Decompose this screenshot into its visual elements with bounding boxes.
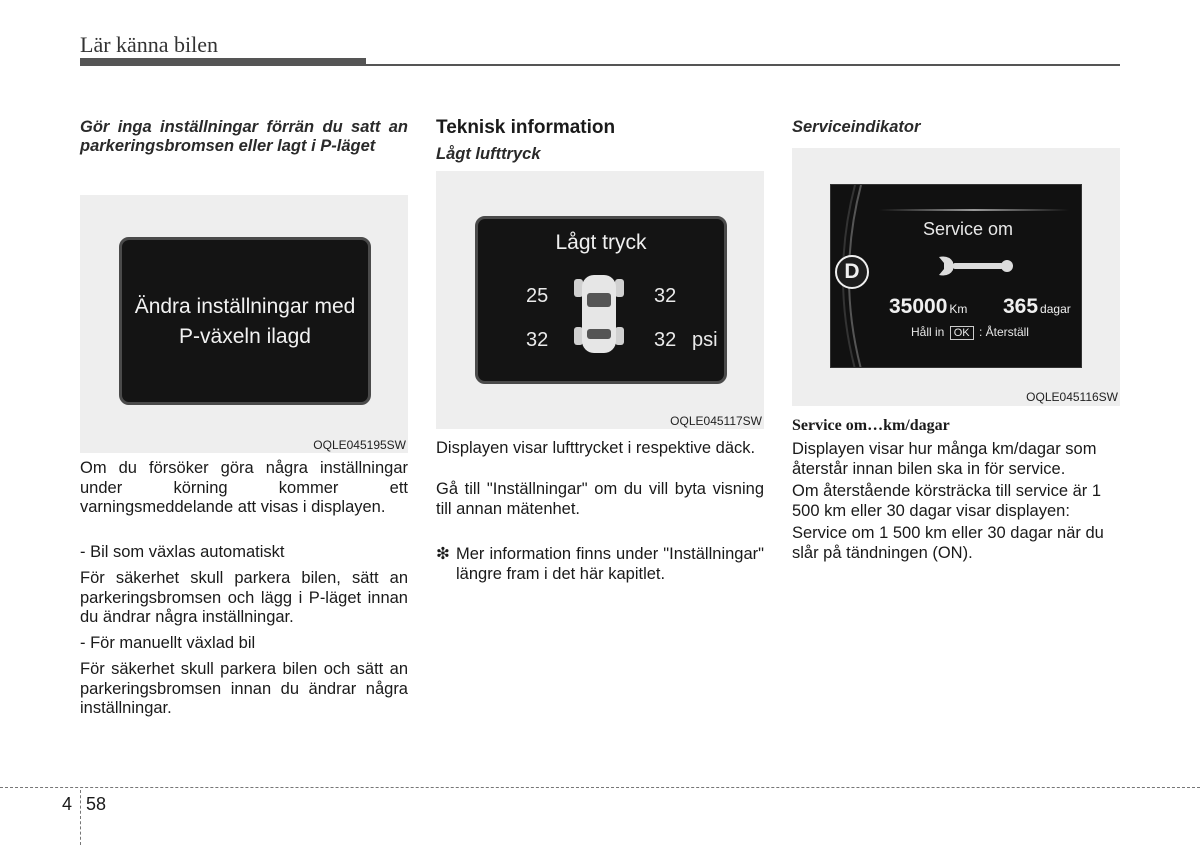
paragraph: För säkerhet skull parkera bilen och sätt an parkeringsbromsen innan du ändrar några inställningar.: [80, 660, 408, 717]
footer-rule: [0, 787, 1200, 788]
days-value: 365: [1003, 295, 1039, 318]
figure-service-indicator: [792, 148, 1120, 406]
list-item: - För manuellt växlad bil: [80, 634, 256, 652]
divider-line: [879, 209, 1069, 211]
warning-heading: Gör inga inställningar förrän du satt an parkeringsbromsen eller lagt i P-läget: [80, 118, 408, 155]
warning-line-1: Ändra inställningar med: [134, 295, 356, 318]
reset-text: : Återställ: [978, 325, 1029, 339]
list-item: - Bil som växlas automatiskt: [80, 543, 285, 561]
figure-caption: OQLE045195SW: [313, 438, 406, 452]
page-number: 58: [86, 794, 107, 814]
paragraph: För säkerhet skull parkera bilen, sätt an parkeringsbromsen och lägg i P-läget innan du ändrar några inställningar.: [80, 569, 408, 626]
note-text: Mer information finns under "Inställningar" längre fram i det här kapitlet.: [456, 545, 764, 583]
reset-hint: [911, 325, 1029, 340]
gear-indicator: D: [835, 255, 869, 289]
figure-caption: OQLE045116SW: [1026, 390, 1118, 404]
section-heading: Teknisk information: [436, 117, 616, 138]
footer-divider: [80, 790, 81, 845]
service-screen: [830, 184, 1082, 368]
km-value: 35000: [889, 295, 948, 318]
pressure-unit: psi: [692, 329, 718, 351]
warning-line-2: P-växeln ilagd: [179, 325, 311, 348]
km-readout: [889, 295, 967, 319]
paragraph: Om återstående körsträcka till service är 1 500 km eller 30 dagar visar displayen:: [792, 482, 1102, 520]
km-unit: Km: [949, 302, 968, 316]
bold-heading: Service om…km/dagar: [792, 417, 950, 434]
figure-caption: OQLE045117SW: [670, 414, 762, 428]
tire-rear-right: 32: [654, 329, 677, 351]
paragraph: Gå till "Inställningar" om du vill byta visning till annan mätenhet.: [436, 480, 764, 518]
ok-button-icon: OK: [950, 326, 974, 340]
tire-front-left: 25: [526, 285, 549, 307]
note-symbol: ❇: [436, 545, 450, 563]
paragraph: Displayen visar lufttrycket i respektive däck.: [436, 439, 756, 457]
tire-front-right: 32: [654, 285, 677, 307]
service-title: Service om: [923, 219, 1014, 239]
tpms-title: Lågt tryck: [555, 231, 647, 254]
tpms-screen: [475, 216, 727, 384]
figure-low-pressure: [436, 171, 764, 429]
paragraph: Displayen visar hur många km/dagar som återstår innan bilen ska in för service.: [792, 440, 1097, 478]
header-rule: [80, 64, 1120, 66]
days-unit: dagar: [1040, 302, 1071, 316]
section-title: Lär känna bilen: [80, 32, 219, 57]
subheading: Lågt lufttryck: [436, 145, 541, 163]
days-readout: [1003, 295, 1071, 319]
hold-text: Håll in: [911, 325, 945, 339]
subheading: Serviceindikator: [792, 118, 921, 136]
chapter-number: 4: [62, 794, 73, 814]
paragraph: Service om 1 500 km eller 30 dagar när du slår på tändningen (ON).: [792, 524, 1104, 562]
paragraph: Om du försöker göra några inställningar under körning kommer ett varningsmeddelande att visas i displayen.: [80, 459, 408, 516]
warning-screen: [119, 237, 371, 405]
wrench-icon: [935, 253, 1017, 279]
tire-rear-left: 32: [526, 329, 549, 351]
figure-settings-warning: [80, 195, 408, 453]
car-topview-icon: [570, 271, 628, 357]
